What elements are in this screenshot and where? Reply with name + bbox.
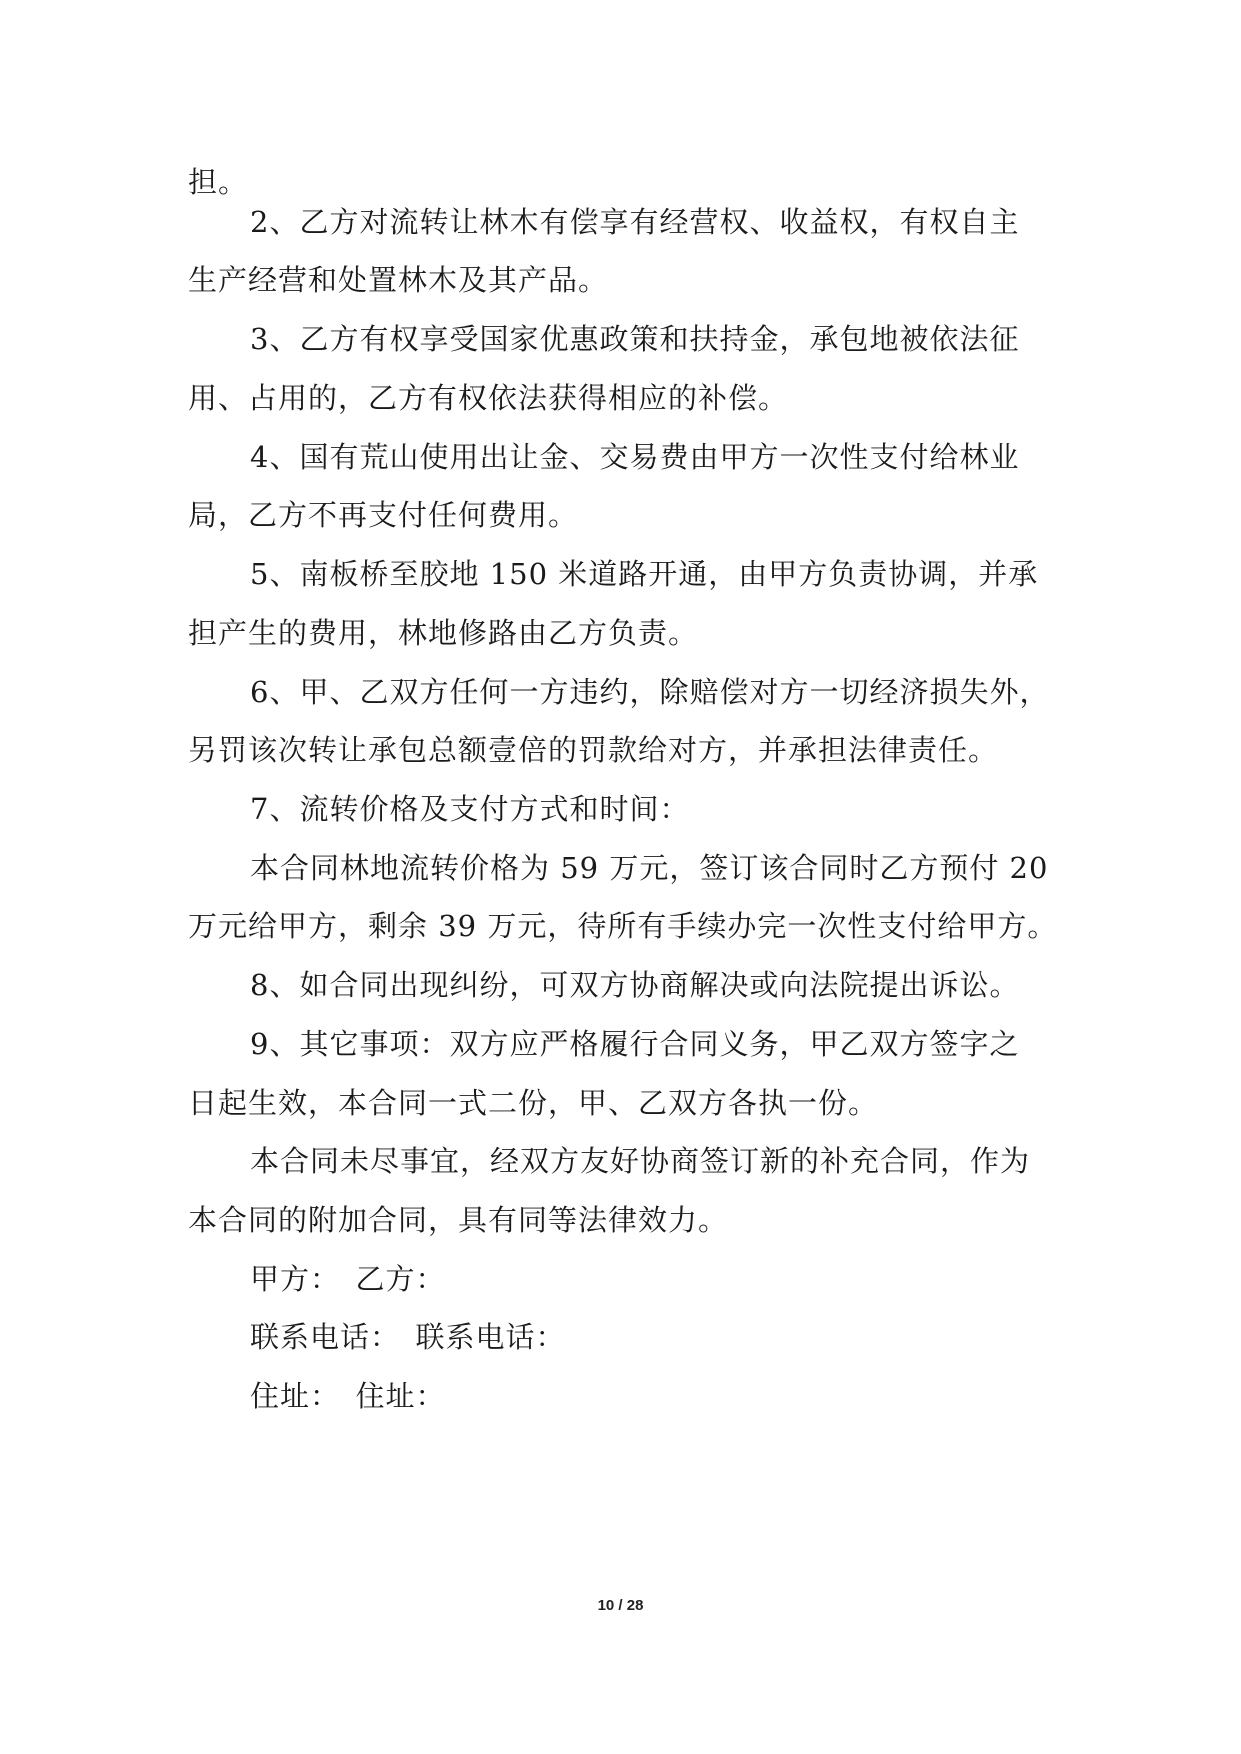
text-line: 3、乙方有权享受国家优惠政策和扶持金，承包地被依法征 <box>250 322 1020 356</box>
text-line: 9、其它事项：双方应严格履行合同义务，甲乙双方签字之 <box>250 1027 1020 1061</box>
text-line: 本合同未尽事宜，经双方友好协商签订新的补充合同，作为 <box>250 1144 1031 1178</box>
text-line: 6、甲、乙双方任何一方违约，除赔偿对方一切经济损失外， <box>250 675 1050 709</box>
text-line: 7、流转价格及支付方式和时间： <box>250 792 690 826</box>
text-line: 生产经营和处置林木及其产品。 <box>188 263 609 297</box>
text-line: 局，乙方不再支付任何费用。 <box>188 498 579 532</box>
signature-party-labels: 甲方： 乙方： <box>250 1262 446 1296</box>
page-number: 10 / 28 <box>597 1597 644 1614</box>
text-line: 另罚该次转让承包总额壹倍的罚款给对方，并承担法律责任。 <box>188 733 999 767</box>
text-line: 担产生的费用，林地修路由乙方负责。 <box>188 616 699 650</box>
signature-phone-labels: 联系电话： 联系电话： <box>250 1320 566 1354</box>
text-line: 4、国有荒山使用出让金、交易费由甲方一次性支付给林业 <box>250 440 1020 474</box>
text-line: 本合同林地流转价格为 59 万元，签订该合同时乙方预付 20 <box>250 851 1049 885</box>
signature-address-labels: 住址： 住址： <box>250 1379 446 1413</box>
text-line: 万元给甲方，剩余 39 万元，待所有手续办完一次性支付给甲方。 <box>188 909 1058 943</box>
text-line: 用、占用的，乙方有权依法获得相应的补偿。 <box>188 381 789 415</box>
text-line: 担。 <box>188 165 249 199</box>
text-line: 本合同的附加合同，具有同等法律效力。 <box>188 1203 729 1237</box>
text-line: 日起生效，本合同一式二份，甲、乙双方各执一份。 <box>188 1086 879 1120</box>
text-line: 2、乙方对流转让林木有偿享有经营权、收益权，有权自主 <box>250 205 1020 239</box>
text-line: 8、如合同出现纠纷，可双方协商解决或向法院提出诉讼。 <box>250 968 1020 1002</box>
text-line: 5、南板桥至胶地 150 米道路开通，由甲方负责协调，并承 <box>250 557 1039 591</box>
